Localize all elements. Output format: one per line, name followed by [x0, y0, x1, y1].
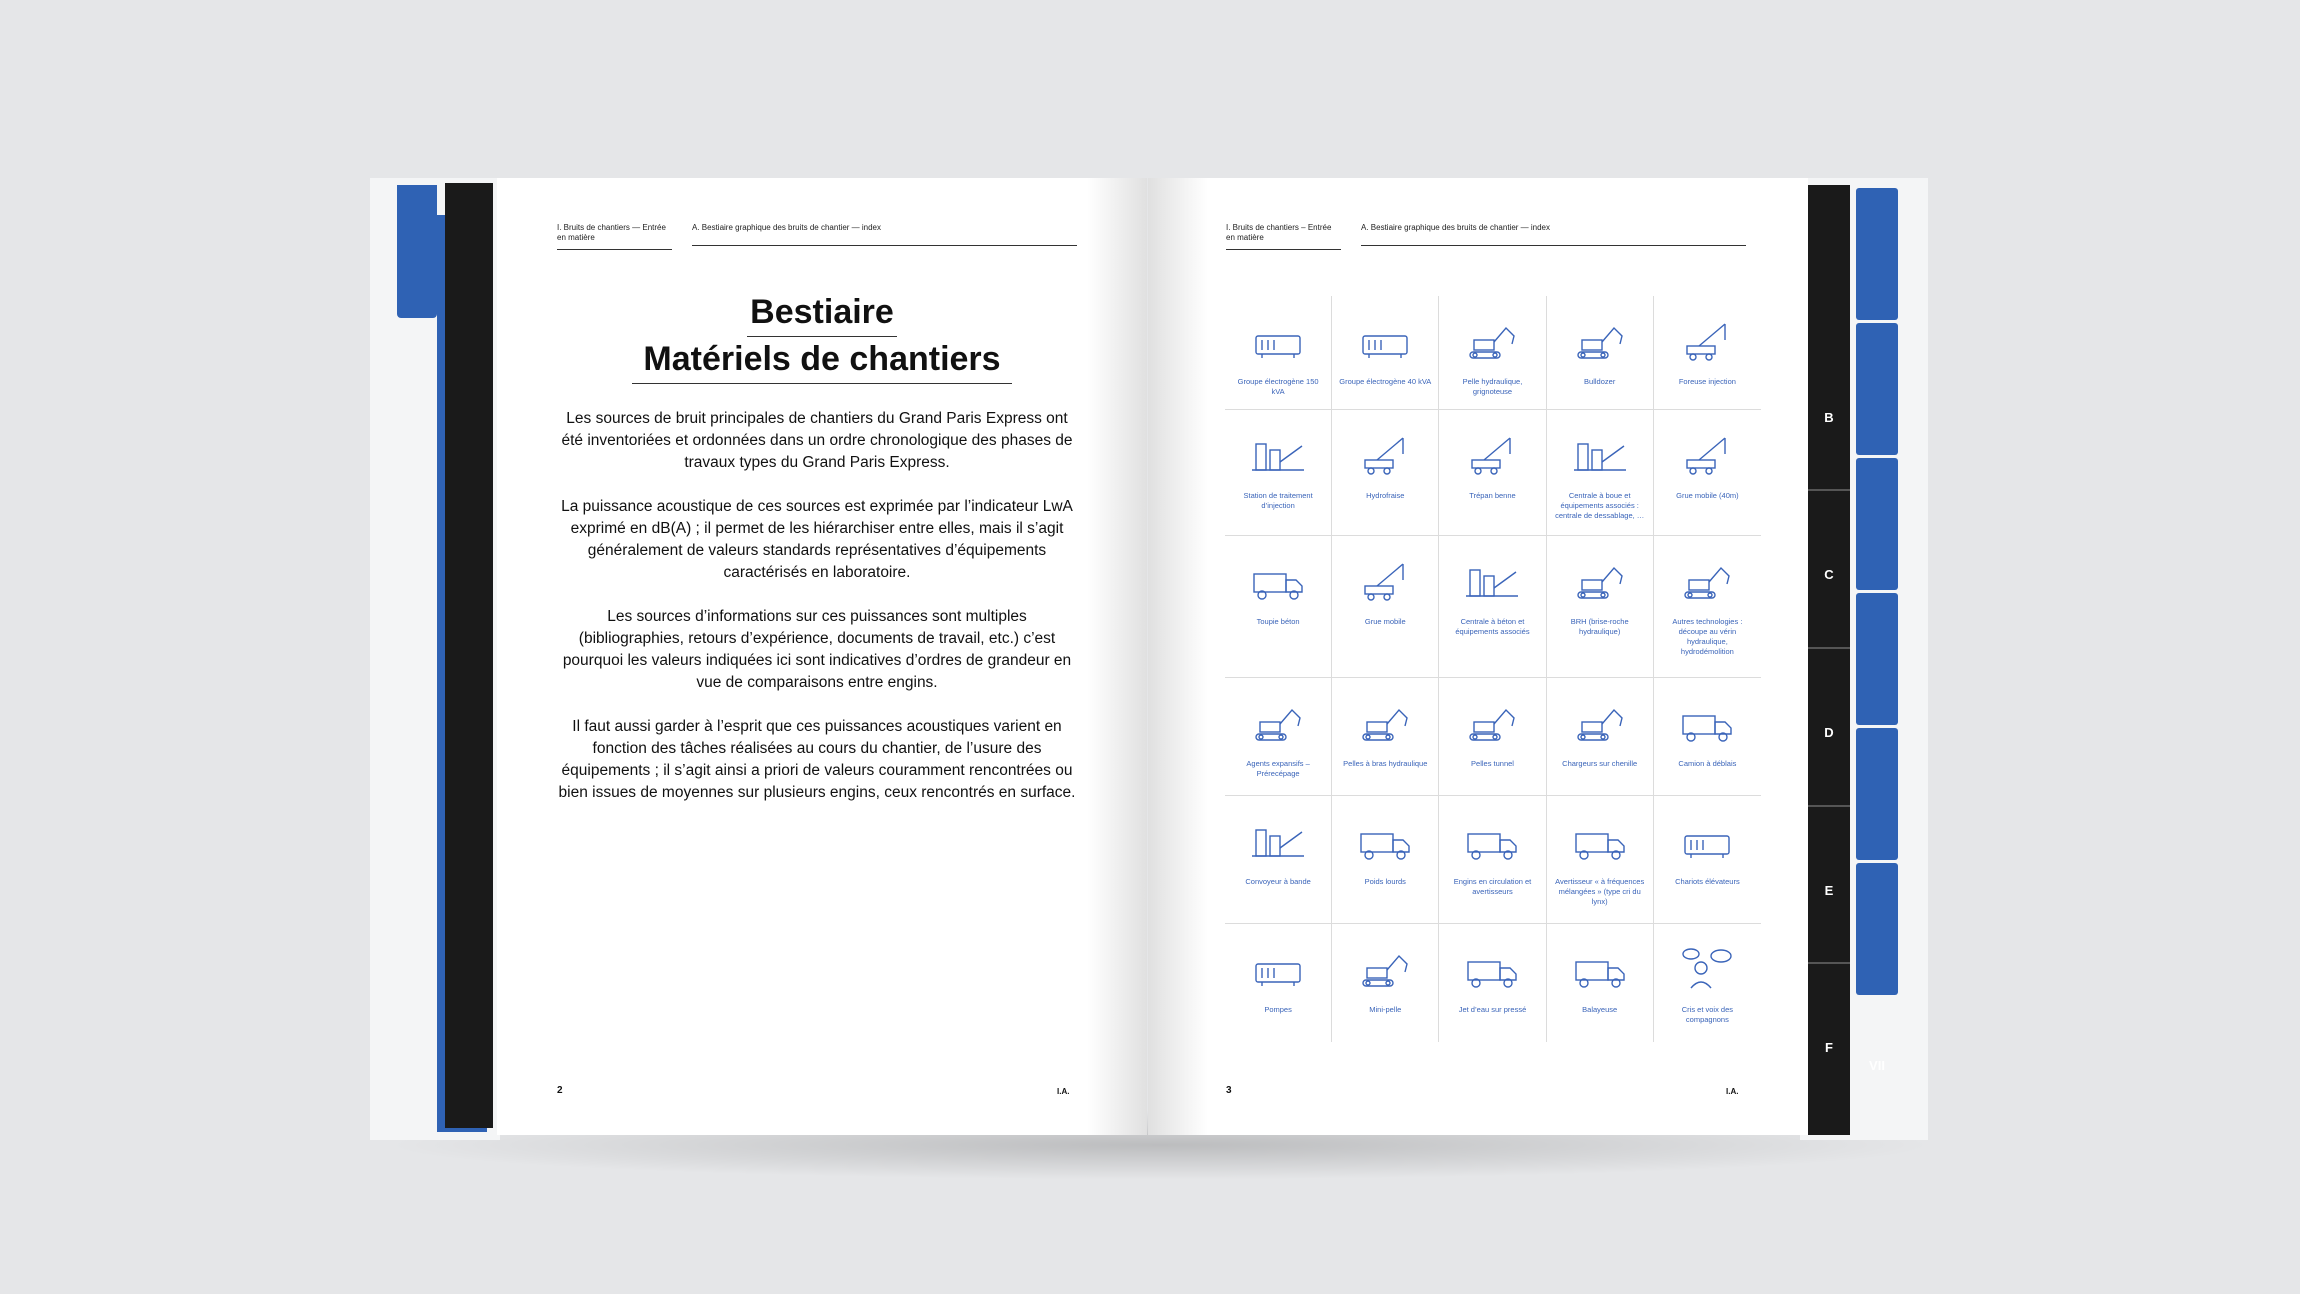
concrete-plant-icon [1462, 558, 1522, 611]
equipment-cell [1332, 796, 1439, 924]
gutter-shadow [1087, 178, 1147, 1135]
roman-tab[interactable] [1856, 188, 1898, 320]
equipment-label: Bulldozer [1584, 377, 1616, 386]
right-page [1148, 178, 1808, 1135]
mini-excavator-icon [1355, 946, 1415, 999]
equipment-label: Foreuse injection [1678, 377, 1736, 386]
equipment-cell [1654, 924, 1761, 1042]
running-head-chapter: I. Bruits de chantiers — Entrée en matière [557, 223, 672, 250]
dump-truck-icon [1677, 700, 1737, 753]
equipment-cell [1225, 678, 1332, 796]
equipment-cell [1332, 924, 1439, 1042]
running-head-section: A. Bestiaire graphique des bruits de chantier — index [692, 223, 1077, 246]
title-underline-2 [632, 383, 1012, 384]
roman-tab[interactable] [1856, 323, 1898, 455]
equipment-cell [1439, 536, 1546, 678]
equipment-label: Hydrofraise [1366, 491, 1405, 500]
equipment-label: Chariots élévateurs [1675, 877, 1740, 886]
equipment-cell [1439, 410, 1546, 536]
equipment-cell [1225, 796, 1332, 924]
paragraph: Il faut aussi garder à l’esprit que ces puissances acoustiques varient en fonction des tâches réalisées au cours du chantier, de l’usure des équipements ; il s’agit ainsi a priori de valeurs couramment rencontrées ou bien issues de moyennes sur plusieurs engins, ceux rencontrés en surface. [558, 718, 1076, 801]
rock-breaker-icon [1570, 558, 1630, 611]
mobile-crane-icon [1355, 558, 1415, 611]
roman-tab[interactable] [1856, 728, 1898, 860]
vehicle-alarm-icon [1462, 818, 1522, 871]
equipment-cell [1654, 678, 1761, 796]
equipment-cell [1439, 796, 1546, 924]
equipment-cell [1547, 536, 1654, 678]
tab-divider [1808, 962, 1850, 964]
heavy-truck-icon [1355, 818, 1415, 871]
equipment-cell [1439, 678, 1546, 796]
equipment-cell [1547, 296, 1654, 410]
pump-icon [1248, 946, 1308, 999]
title-line-1: Bestiaire [750, 293, 894, 331]
equipment-label: Agents expansifs – Prérecépage [1246, 759, 1310, 778]
sweeper-icon [1570, 946, 1630, 999]
roman-tab[interactable] [1856, 593, 1898, 725]
equipment-label: Jet d’eau sur pressé [1458, 1005, 1527, 1014]
equipment-cell [1439, 924, 1546, 1042]
letter-tab[interactable]: F [1825, 1040, 1833, 1055]
equipment-cell [1547, 796, 1654, 924]
hydraulic-excavator-icon [1462, 318, 1522, 371]
equipment-label: Groupe électrogène 40 kVA [1339, 377, 1432, 386]
equipment-cell [1547, 924, 1654, 1042]
conveyor-belt-icon [1248, 818, 1308, 871]
gutter-shadow [1148, 178, 1208, 1135]
equipment-cell [1654, 796, 1761, 924]
paragraph: Les sources de bruit principales de chantiers du Grand Paris Express ont été inventoriées et ordonnées dans un ordre chronologique des phases de travaux types du Grand Paris Express. [561, 410, 1073, 471]
generator-small-icon [1355, 318, 1415, 371]
tab-divider [1808, 805, 1850, 807]
equipment-label: Grue mobile [1364, 617, 1406, 626]
tunnel-excavator-icon [1462, 700, 1522, 753]
water-jet-icon [1462, 946, 1522, 999]
other-technologies-icon [1677, 558, 1737, 611]
crawler-loader-icon [1570, 700, 1630, 753]
equipment-cell [1225, 924, 1332, 1042]
equipment-cell [1439, 296, 1546, 410]
letter-tab[interactable]: B [1824, 410, 1834, 425]
equipment-cell [1654, 410, 1761, 536]
bulldozer-icon [1570, 318, 1630, 371]
equipment-label: Pelles tunnel [1471, 759, 1514, 768]
page-number: 2 [557, 1085, 563, 1096]
long-arm-excavator-icon [1355, 700, 1415, 753]
generator-large-icon [1248, 318, 1308, 371]
hydromill-icon [1355, 432, 1415, 485]
equipment-label: Pompes [1264, 1005, 1292, 1014]
equipment-label: Toupie béton [1256, 617, 1300, 626]
letter-tabs [1808, 185, 1850, 1135]
equipment-cell [1225, 410, 1332, 536]
equipment-cell [1332, 410, 1439, 536]
paragraph: Les sources d’informations sur ces puissances sont multiples (bibliographies, retours d’expérience, documents de travail, etc.) c’est pourquoi les valeurs indiquées ici sont indicatives d’ordres de grandeur en vue de comparaisons entre engins. [562, 608, 1072, 691]
roman-tab[interactable] [1856, 863, 1898, 995]
equipment-cell [1654, 296, 1761, 410]
letter-tab[interactable]: D [1824, 725, 1834, 740]
equipment-cell [1332, 296, 1439, 410]
equipment-label: Chargeurs sur chenille [1562, 759, 1638, 768]
folio-tag: I.A. [1726, 1087, 1739, 1096]
treatment-station-icon [1248, 432, 1308, 485]
equipment-cell [1225, 536, 1332, 678]
equipment-label: Avertisseur « à fréquences mélangées » (type cri du lynx) [1555, 877, 1645, 906]
equipment-label: Engins en circulation et avertisseurs [1453, 877, 1532, 896]
running-head-chapter: I. Bruits de chantiers – Entrée en matière [1226, 223, 1341, 250]
paragraph: La puissance acoustique de ces sources est exprimée par l’indicateur LwA exprimé en dB(A) ; il permet de les hiérarchiser entre elles, mais il s’agit généralement de valeurs standards représentatives d’équipements caractérisés en laboratoire. [561, 498, 1073, 581]
equipment-label: Trépan benne [1469, 491, 1516, 500]
intro-text [557, 408, 1077, 826]
roman-tab-label: VII [1869, 1058, 1885, 1073]
left-page [497, 178, 1147, 1135]
equipment-cell [1547, 410, 1654, 536]
equipment-label: Station de traitement d’injection [1243, 491, 1313, 510]
tab-divider [1808, 647, 1850, 649]
drill-rig-icon [1677, 318, 1737, 371]
worker-voices-icon [1677, 946, 1737, 999]
equipment-cell [1332, 678, 1439, 796]
concrete-mixer-icon [1248, 558, 1308, 611]
spine-black-tabs [445, 183, 493, 1128]
title-line-2: Matériels de chantiers [643, 340, 1001, 378]
equipment-label: Convoyeur à bande [1245, 877, 1311, 886]
equipment-cell [1547, 678, 1654, 796]
equipment-label: Poids lourds [1364, 877, 1406, 886]
equipment-label: Camion à déblais [1678, 759, 1737, 768]
broadband-alarm-icon [1570, 818, 1630, 871]
grab-trepan-icon [1462, 432, 1522, 485]
equipment-index-grid [1225, 296, 1761, 1042]
equipment-label: Pelle hydraulique, grignoteuse [1462, 377, 1523, 396]
spine-blue-tab-top [397, 185, 437, 318]
mud-plant-icon [1570, 432, 1630, 485]
equipment-label: Centrale à boue et équipements associés : centrale de dessablage, … [1555, 491, 1645, 520]
folio-tag: I.A. [1057, 1087, 1070, 1096]
letter-tab[interactable]: E [1824, 883, 1834, 898]
page-title [497, 290, 1147, 384]
equipment-label: Mini-pelle [1369, 1005, 1402, 1014]
equipment-label: Balayeuse [1582, 1005, 1618, 1014]
equipment-label: Pelles à bras hydraulique [1343, 759, 1428, 768]
running-head-section: A. Bestiaire graphique des bruits de chantier — index [1361, 223, 1746, 246]
equipment-cell [1225, 296, 1332, 410]
letter-tab[interactable]: C [1824, 567, 1834, 582]
roman-tab[interactable] [1856, 458, 1898, 590]
equipment-cell [1654, 536, 1761, 678]
equipment-label: BRH (brise-roche hydraulique) [1570, 617, 1629, 636]
expansive-agents-icon [1248, 700, 1308, 753]
equipment-cell [1332, 536, 1439, 678]
tab-divider [1808, 489, 1850, 491]
equipment-label: Centrale à béton et équipements associés [1455, 617, 1530, 636]
page-number: 3 [1226, 1085, 1232, 1096]
mobile-crane-40m-icon [1677, 432, 1737, 485]
equipment-label: Autres technologies : découpe au vérin hydraulique, hydrodémolition [1672, 617, 1743, 656]
forklift-icon [1677, 818, 1737, 871]
equipment-label: Groupe électrogène 150 kVA [1237, 377, 1319, 396]
equipment-label: Grue mobile (40m) [1676, 491, 1739, 500]
equipment-label: Cris et voix des compagnons [1681, 1005, 1734, 1024]
